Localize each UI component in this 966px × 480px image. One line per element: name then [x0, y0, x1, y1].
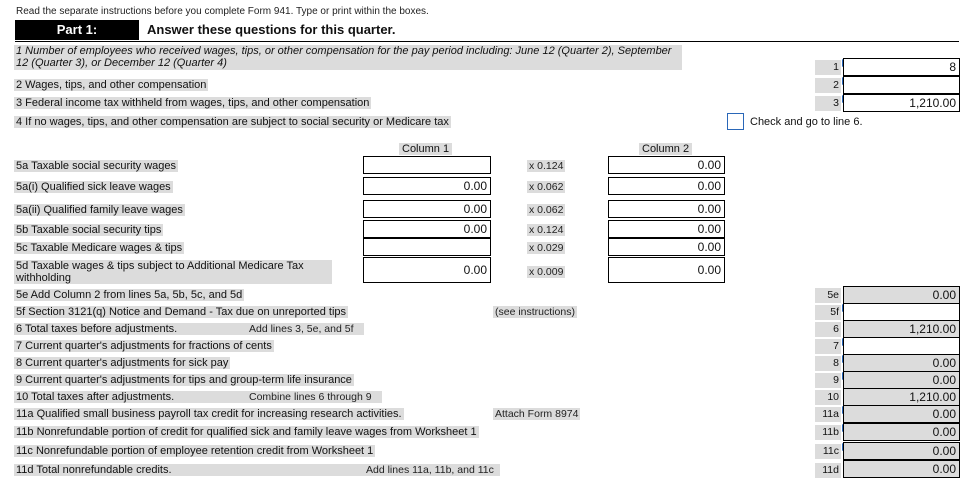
line-11c-label: 11c Nonrefundable portion of employee retention credit from Worksheet 1	[16, 445, 374, 457]
line-11d-label: 11d Total nonrefundable credits.	[14, 464, 500, 476]
column-2-header: Column 2	[639, 143, 692, 155]
line-7-number: 7	[815, 339, 841, 354]
line-10-note: Combine lines 6 through 9	[249, 391, 372, 403]
line-11b-number: 11b	[815, 425, 841, 440]
line-11c-field[interactable]: 0.00	[843, 442, 960, 460]
line-5b-col1[interactable]: 0.00	[363, 220, 491, 238]
line-11c-number: 11c	[815, 444, 841, 459]
line-5e-field: 0.00	[843, 286, 960, 304]
line-8-number: 8	[815, 356, 841, 371]
line-5ai-col1[interactable]: 0.00	[363, 177, 491, 195]
line-8-field[interactable]: 0.00	[843, 354, 960, 372]
line-4-check-label: Check and go to line 6.	[750, 116, 863, 128]
line-11d-field: 0.00	[843, 460, 960, 478]
line-5a-multiplier: x 0.124	[529, 160, 564, 172]
line-5aii-col2: 0.00	[608, 200, 725, 218]
line-9-number: 9	[815, 373, 841, 388]
line-5e-number: 5e	[815, 288, 841, 303]
line-5aii-multiplier: x 0.062	[529, 204, 564, 216]
line-5ai-label: 5a(i) Qualified sick leave wages	[16, 181, 171, 193]
line-6-note: Add lines 3, 5e, and 5f	[249, 323, 354, 335]
line-3-label: 3 Federal income tax withheld from wages, tips, and other compensation	[16, 97, 370, 109]
line-1-number: 1	[815, 60, 841, 75]
line-5c-col2: 0.00	[608, 238, 725, 256]
form-instructions: Read the separate instructions before you complete Form 941. Type or print within the boxes.	[16, 6, 429, 17]
line-5ai-multiplier: x 0.062	[529, 181, 564, 193]
part-title: Answer these questions for this quarter.	[147, 22, 396, 37]
line-5c-label: 5c Taxable Medicare wages & tips	[16, 242, 183, 254]
line-11a-field[interactable]: 0.00	[843, 405, 960, 423]
line-6-label: 6 Total taxes before adjustments.	[14, 323, 364, 335]
column-1-header: Column 1	[399, 143, 452, 155]
line-5b-col2: 0.00	[608, 220, 725, 238]
line-4-label: 4 If no wages, tips, and other compensation are subject to social security or Medicare tax	[16, 116, 449, 128]
line-10-label: 10 Total taxes after adjustments.	[14, 391, 382, 403]
line-5b-multiplier: x 0.124	[529, 224, 564, 236]
line-5d-col2: 0.00	[608, 257, 725, 283]
line-1-field[interactable]: 8	[843, 58, 960, 76]
line-5d-multiplier: x 0.009	[529, 266, 564, 278]
line-5d-col1[interactable]: 0.00	[363, 257, 491, 283]
line-7-label: 7 Current quarter's adjustments for fractions of cents	[16, 340, 272, 352]
line-5a-label: 5a Taxable social security wages	[16, 160, 176, 172]
line-3-number: 3	[815, 96, 841, 111]
line-10-field: 1,210.00	[843, 388, 960, 406]
line-11d-note: Add lines 11a, 11b, and 11c	[366, 464, 494, 476]
line-10-number: 10	[815, 390, 841, 405]
line-5a-col1[interactable]	[363, 156, 491, 174]
line-11b-field[interactable]: 0.00	[843, 423, 960, 441]
line-6-number: 6	[815, 322, 841, 337]
line-2-number: 2	[815, 78, 841, 93]
line-2-field[interactable]	[843, 76, 960, 94]
line-5c-multiplier: x 0.029	[529, 242, 564, 254]
line-6-field: 1,210.00	[843, 320, 960, 338]
line-11d-number: 11d	[815, 463, 841, 478]
line-11a-number: 11a	[815, 407, 841, 422]
part-label: Part 1:	[15, 20, 139, 40]
line-11a-label: 11a Qualified small business payroll tax credit for increasing research activities.	[16, 408, 402, 420]
line-5f-note: (see instructions)	[495, 306, 575, 318]
line-9-field[interactable]: 0.00	[843, 371, 960, 389]
line-1-label: 1 Number of employees who received wages, tips, or other compensation for the pay period including: June 12 (Quarter 2), September 12 (Quarter 3), or December 12 (Quarter 4)	[14, 45, 682, 70]
header-rule	[15, 41, 959, 42]
line-5b-label: 5b Taxable social security tips	[16, 224, 162, 236]
line-5f-field[interactable]	[843, 303, 960, 321]
line-5e-label: 5e Add Column 2 from lines 5a, 5b, 5c, and 5d	[16, 289, 243, 301]
line-9-label: 9 Current quarter's adjustments for tips and group-term life insurance	[16, 374, 352, 386]
line-7-field[interactable]	[843, 337, 960, 355]
line-2-label: 2 Wages, tips, and other compensation	[16, 79, 207, 91]
line-5ai-col2: 0.00	[608, 177, 725, 195]
line-11b-label: 11b Nonrefundable portion of credit for qualified sick and family leave wages from Worksheet 1	[16, 426, 477, 438]
line-5f-label: 5f Section 3121(q) Notice and Demand - Tax due on unreported tips	[16, 306, 346, 318]
line-5d-label: 5d Taxable wages & tips subject to Additional Medicare Tax withholding	[14, 260, 332, 284]
line-5c-col1[interactable]	[363, 238, 491, 256]
line-3-field[interactable]: 1,210.00	[843, 94, 960, 112]
line-11a-note: Attach Form 8974	[495, 408, 579, 420]
line-5f-number: 5f	[815, 305, 841, 320]
line-8-label: 8 Current quarter's adjustments for sick pay	[16, 357, 229, 369]
line-5a-col2: 0.00	[608, 156, 725, 174]
line-5aii-label: 5a(ii) Qualified family leave wages	[16, 204, 183, 216]
line-5aii-col1[interactable]: 0.00	[363, 200, 491, 218]
line-4-checkbox[interactable]	[727, 113, 744, 130]
